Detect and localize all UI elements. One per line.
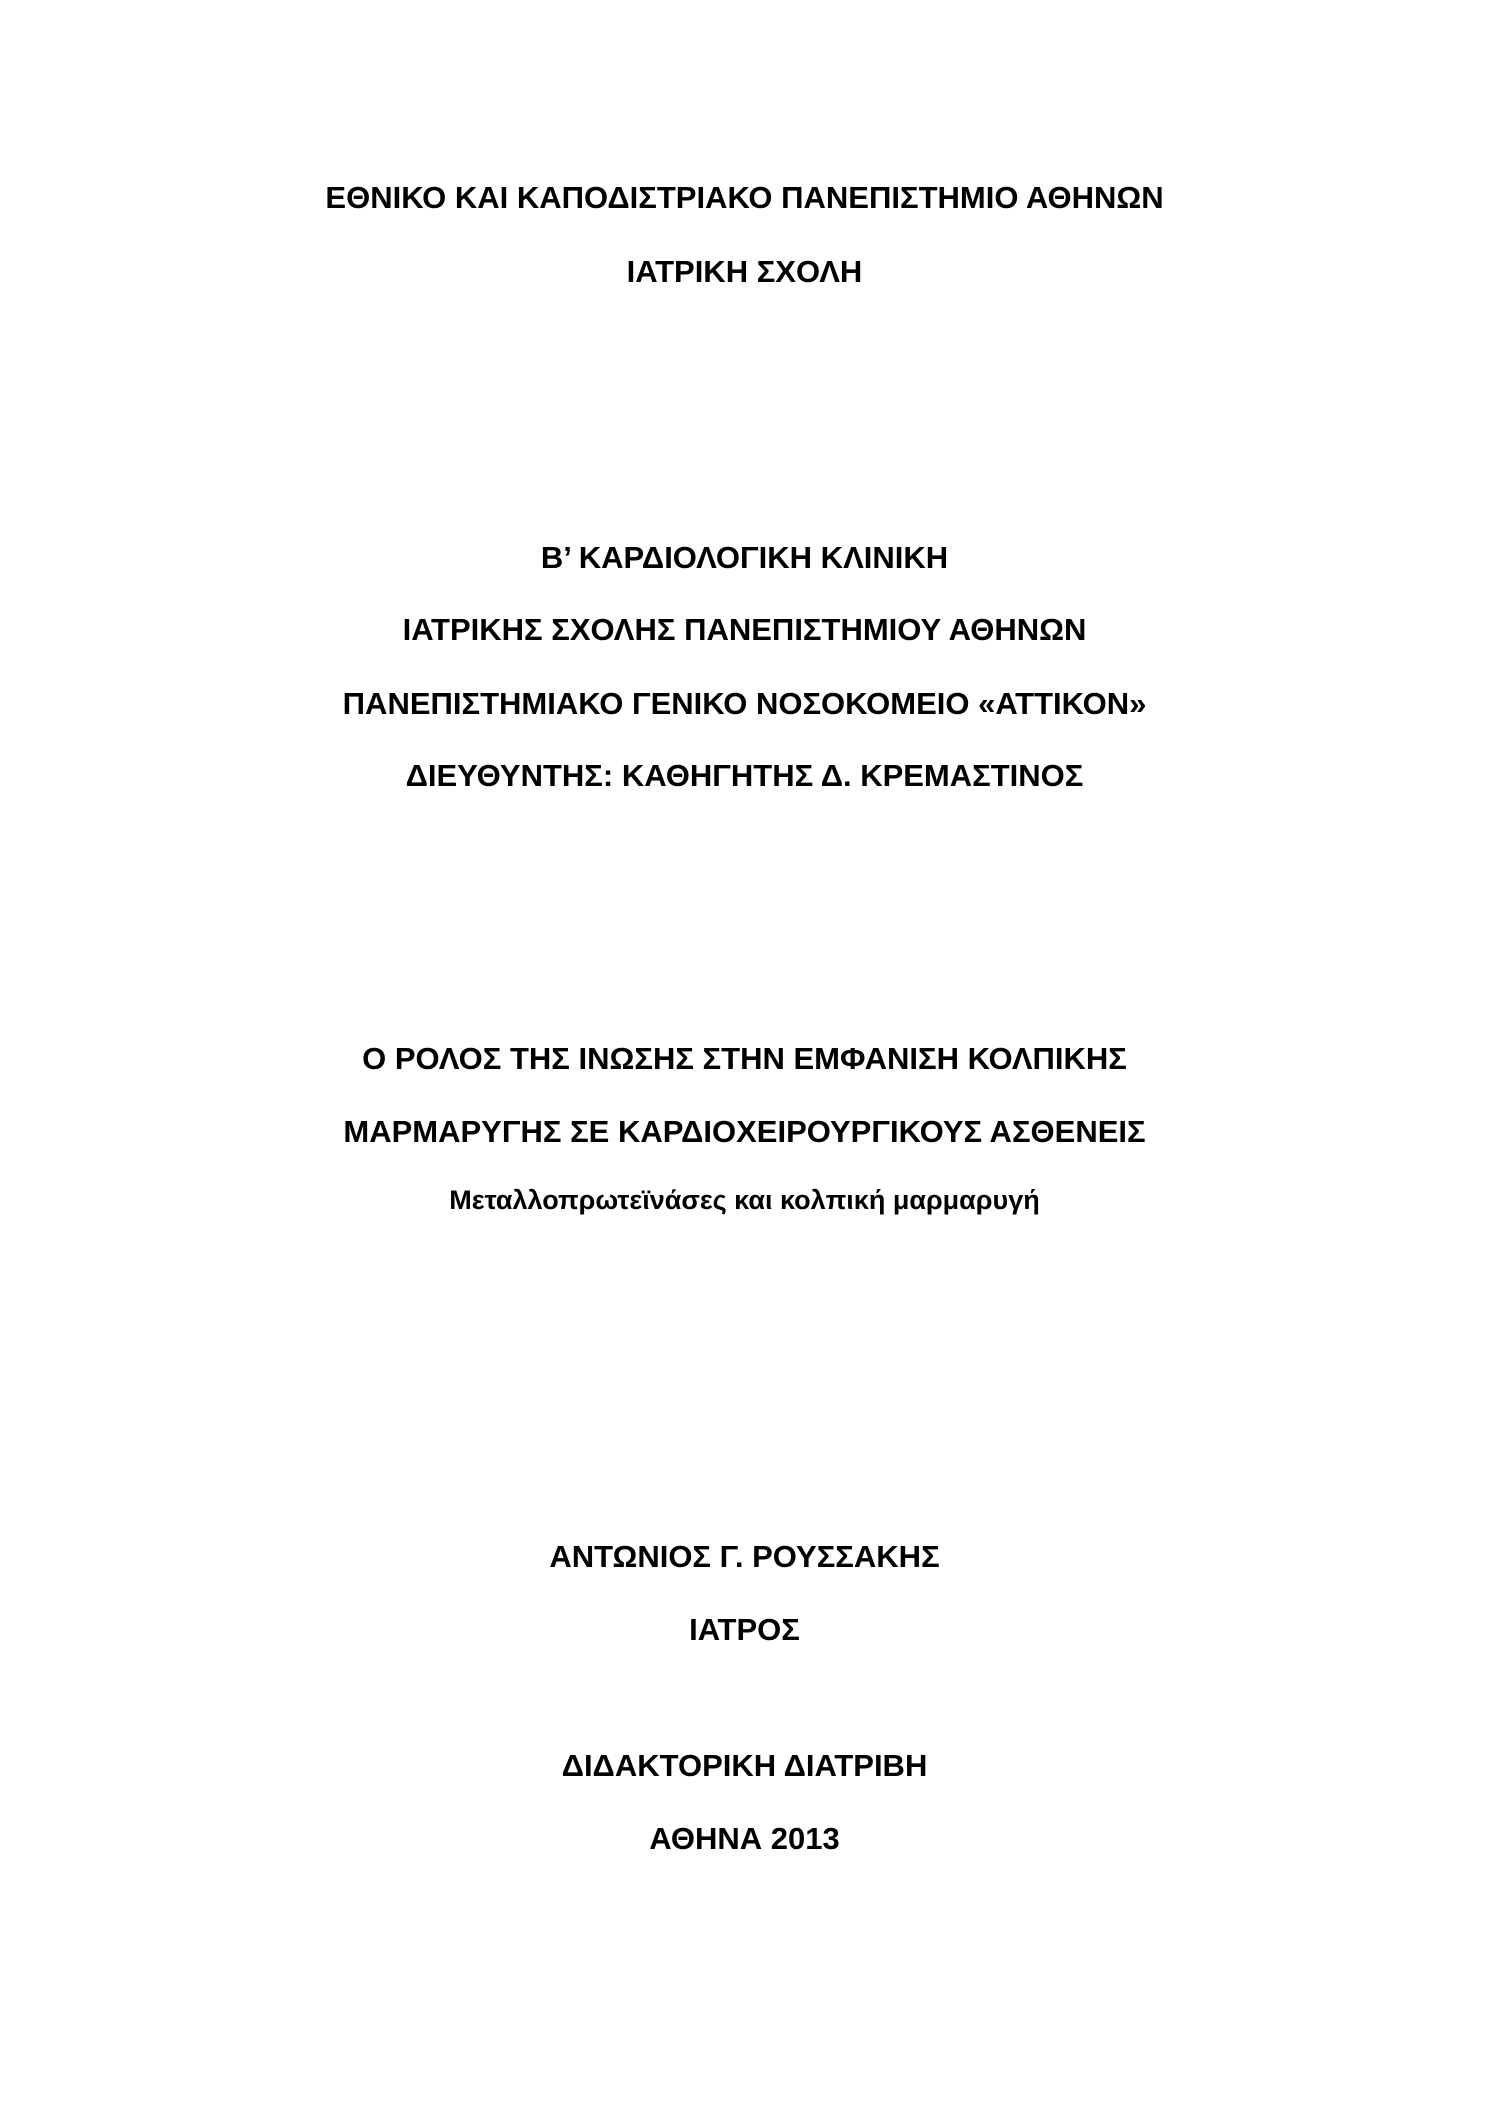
author-name: ΑΝΤΩΝΙΟΣ Γ. ΡΟΥΣΣΑΚΗΣ	[549, 1539, 940, 1574]
author-profession: ΙΑΤΡΟΣ	[689, 1612, 800, 1647]
school-name: ΙΑΤΡΙΚΗ ΣΧΟΛΗ	[626, 254, 863, 289]
thesis-title-line-2: ΜΑΡΜΑΡΥΓΗΣ ΣΕ ΚΑΡΔΙΟΧΕΙΡΟΥΡΓΙΚΟΥΣ ΑΣΘΕΝΕΙΣ	[343, 1114, 1146, 1149]
clinic-school: ΙΑΤΡΙΚΗΣ ΣΧΟΛΗΣ ΠΑΝΕΠΙΣΤΗΜΙΟΥ ΑΘΗΝΩΝ	[402, 612, 1087, 647]
hospital-name: ΠΑΝΕΠΙΣΤΗΜΙΑΚΟ ΓΕΝΙΚΟ ΝΟΣΟΚΟΜΕΙΟ «ΑΤΤΙΚΟΝ»	[342, 686, 1147, 721]
clinic-name: Β’ ΚΑΡΔΙΟΛΟΓΙΚΗ ΚΛΙΝΙΚΗ	[540, 540, 949, 575]
director-line: ΔΙΕΥΘΥΝΤΗΣ: ΚΑΘΗΓΗΤΗΣ Δ. ΚΡΕΜΑΣΤΙΝΟΣ	[405, 758, 1084, 793]
thesis-title-line-1: Ο ΡΟΛΟΣ ΤΗΣ ΙΝΩΣΗΣ ΣΤΗΝ ΕΜΦΑΝΙΣΗ ΚΟΛΠΙΚΗΣ	[362, 1041, 1127, 1076]
university-name: ΕΘΝΙΚΟ ΚΑΙ ΚΑΠΟΔΙΣΤΡΙΑΚΟ ΠΑΝΕΠΙΣΤΗΜΙΟ ΑΘΗΝΩΝ	[325, 180, 1164, 215]
thesis-subtitle: Μεταλλοπρωτεϊνάσες και κολπική μαρμαρυγή	[449, 1185, 1040, 1215]
place-year: ΑΘΗΝΑ 2013	[649, 1821, 840, 1856]
thesis-type: ΔΙΔΑΚΤΟΡΙΚΗ ΔΙΑΤΡΙΒΗ	[561, 1748, 928, 1783]
